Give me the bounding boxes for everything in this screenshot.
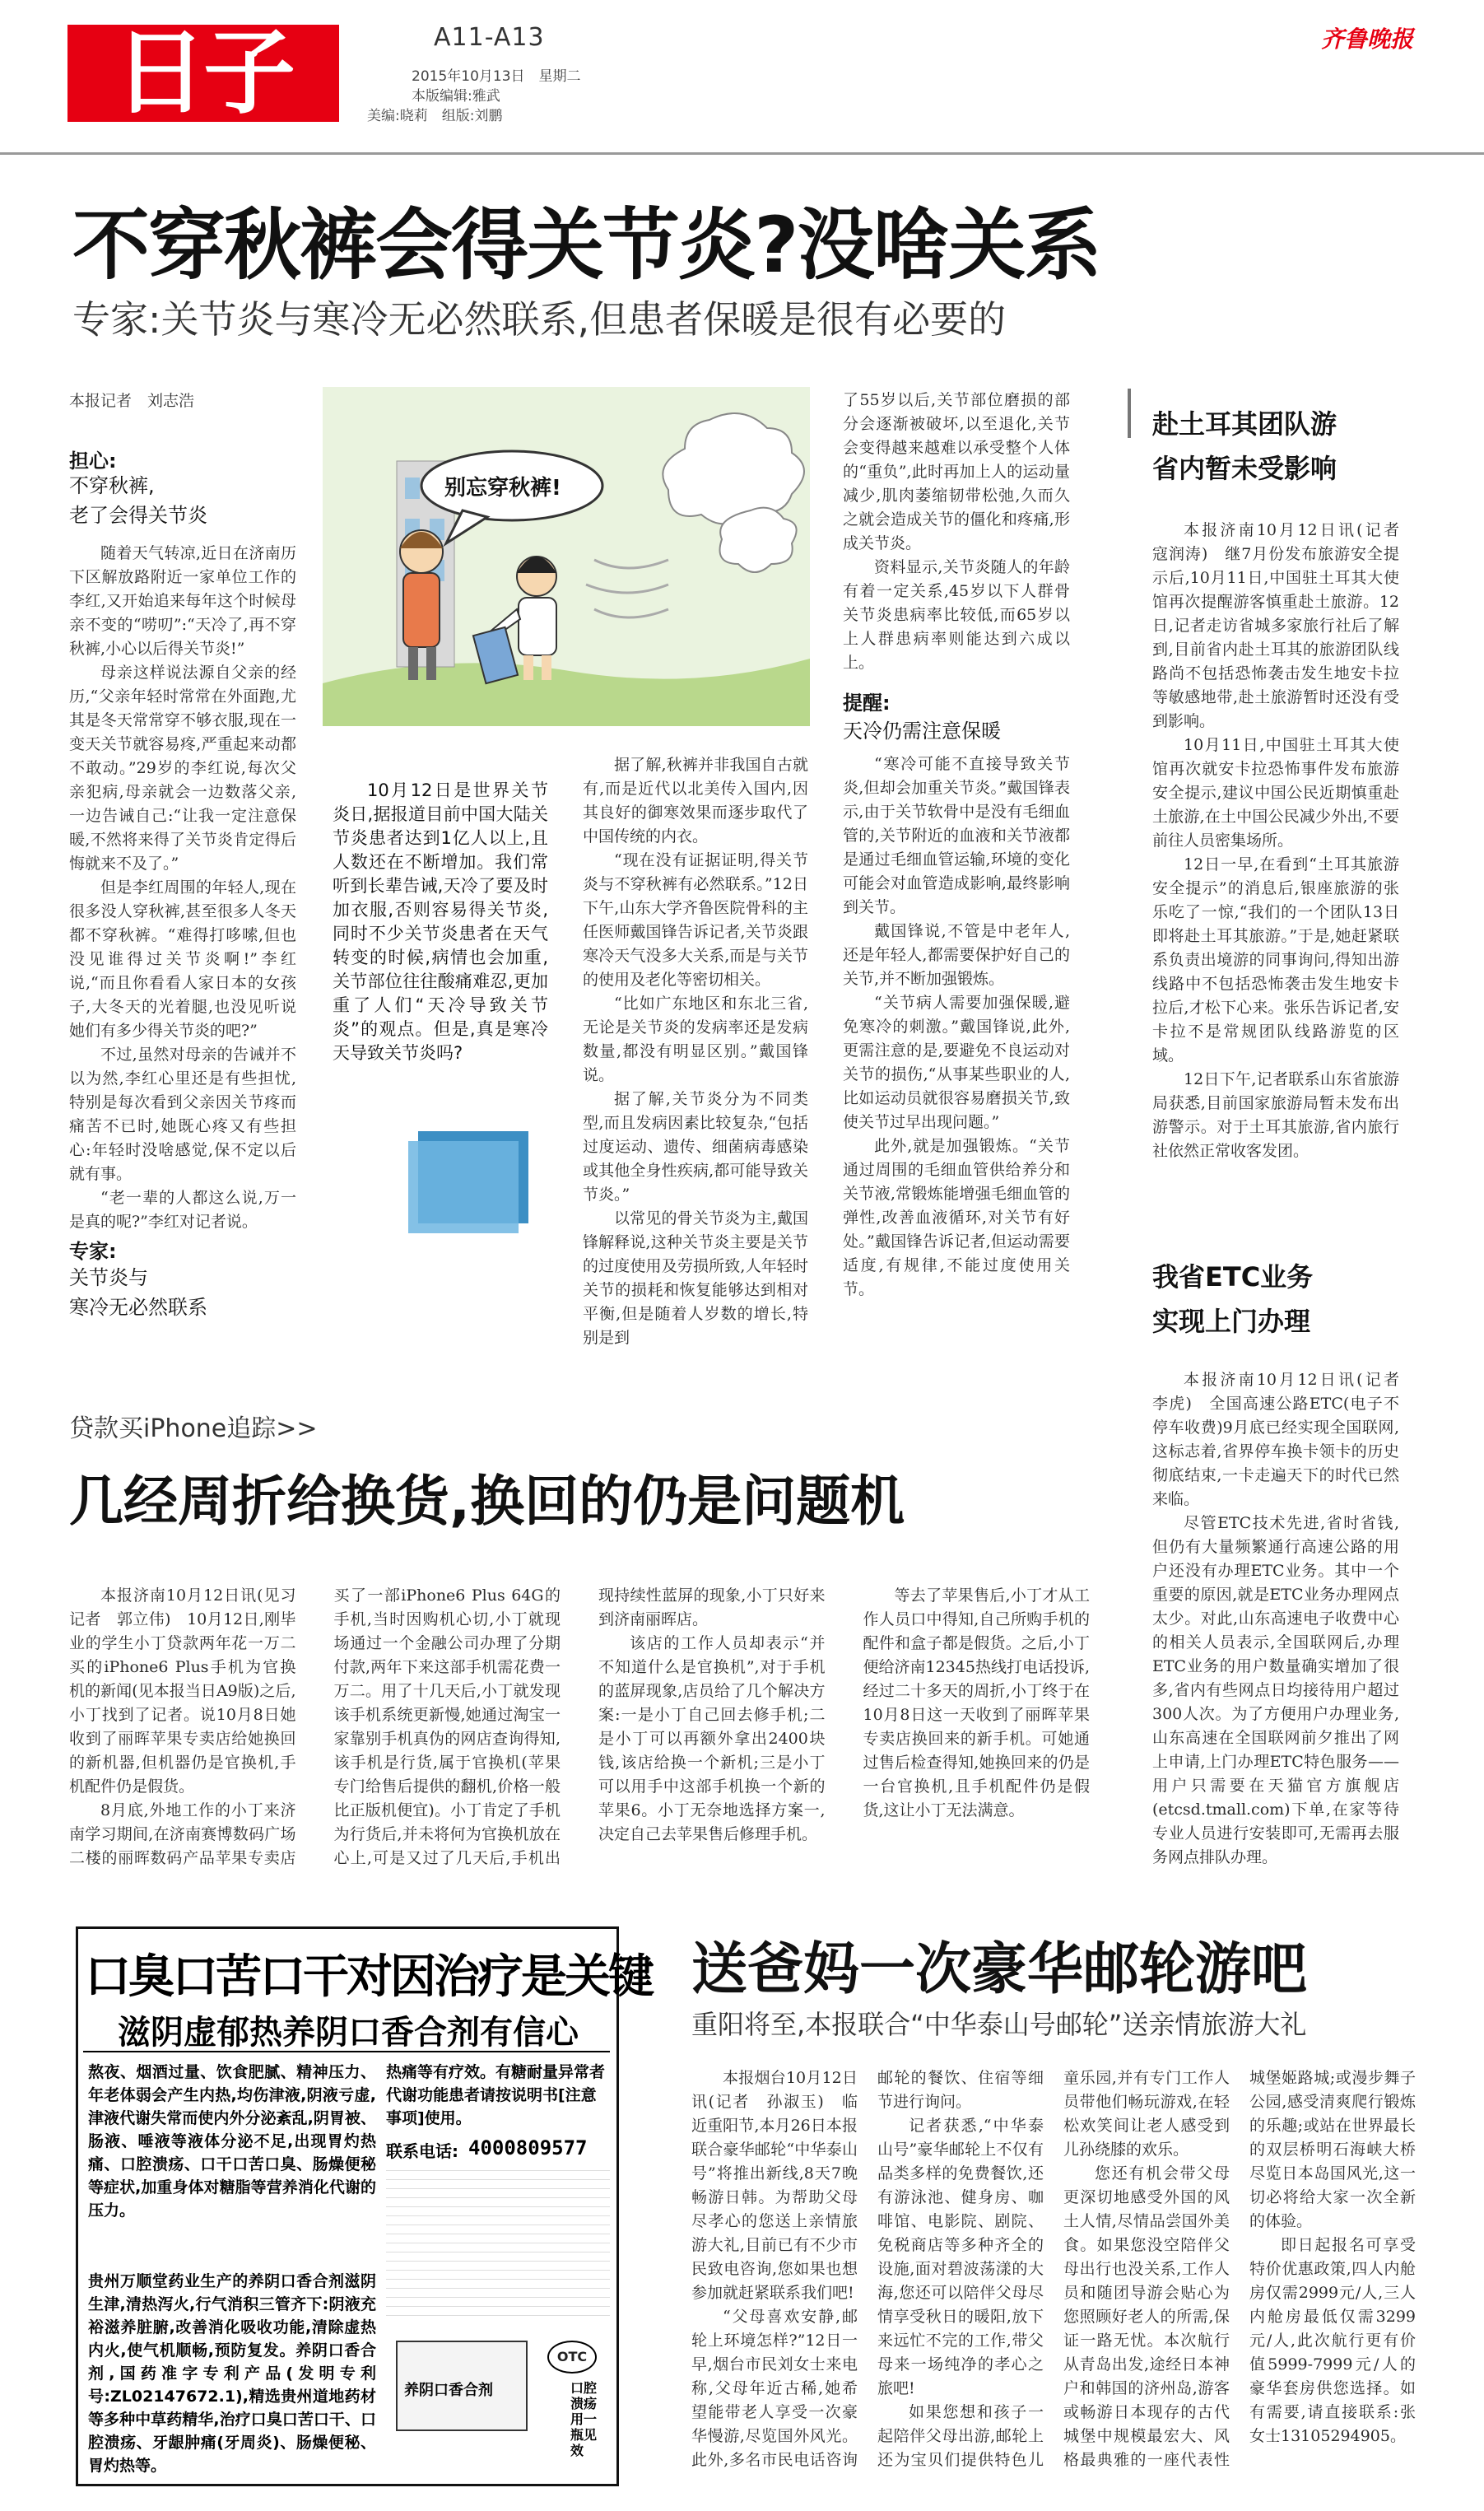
- ad-product-label: 养阴口香合剂: [404, 2382, 493, 2399]
- ad-title: 口臭口苦口干对因治疗是关键: [85, 1950, 652, 2004]
- paragraph: 资料显示,关节炎随人的年龄有着一定关系,45岁以下人群骨关节炎患病率比较低,而65岁以上人群患病率则能达到六成以上。: [843, 558, 1070, 672]
- page-range: A11-A13: [434, 23, 545, 52]
- brief-marker: [1128, 389, 1131, 438]
- side1-label: 担心:: [69, 450, 117, 473]
- story1-subhead: 专家:关节炎与寒冷无必然联系,但患者保暖是很有必要的: [72, 297, 1007, 342]
- side3-label: 提醒:: [843, 692, 891, 715]
- paragraph: 此外,就是加强锻炼。“关节通过周围的毛细血管供给养分和关节液,常锻炼能增强毛细血管的弹性,改善血液循环,对关节有好处。”戴国锋告诉记者,但运动需要适度,有规律,不能过度使用关节。: [843, 1137, 1070, 1298]
- paragraph: 母亲这样说法源自父亲的经历,“父亲年轻时常常在外面跑,尤其是冬天常常穿不够衣服,现在一变天关节就容易疼,严重起来动都不敢动。”29岁的李红说,每次父亲犯病,母亲就会一边数落父亲,一边告诫自己:“让我一定注意保暖,不然将来得了关节炎肯定得后悔就来不及了。”: [69, 664, 296, 873]
- otc-badge: OTC: [547, 2341, 597, 2374]
- page-editor: 本版编辑:雅武: [412, 88, 500, 105]
- story1-col4b: [843, 752, 1070, 1414]
- ad-fine-print: [386, 2168, 610, 2324]
- paragraph: 本报济南10月12日讯(记者 李虎) 全国高速公路ETC(电子不停车收费)9月底已经实现全国联网,这标志着,省界停车换卡领卡的历史彻底结束,一卡走遍天下的时代已然来临。: [1152, 1371, 1416, 1508]
- paragraph: 记者获悉,“中华泰山号”豪华邮轮上不仅有品类多样的免费餐饮,还有游泳池、健身房、咖啡馆、电影院、剧院、免税商店等多种齐全的设施,面对碧波荡漾的大海,您还可以陪伴父母尽情享受秋日的暖阳,放下来远忙不完的工作,带父母来一场纯净的孝心之旅吧!: [877, 2117, 1044, 2397]
- story3-subhead: 重阳将至,本报联合“中华泰山号邮轮”送亲情旅游大礼: [691, 2009, 1307, 2040]
- paragraph: “寒冷可能不直接导致关节炎,但却会加重关节炎。”戴国锋表示,由于关节软骨中是没有毛细血管的,关节附近的血液和关节液都是通过毛细血管运输,环境的变化可能会对血管造成影响,最终影响到关节。: [843, 755, 1070, 916]
- section-logo: 日子: [67, 25, 339, 122]
- story1-col4: [843, 389, 1070, 677]
- paragraph: 据了解,秋裤并非我国自古就有,而是近代以北美传入国内,因其良好的御寒效果而逐步取代了中国传统的内衣。: [583, 756, 808, 846]
- story1-col1: [69, 542, 296, 1231]
- story3-body: [691, 2066, 1416, 2495]
- paragraph: 即日起报名可享受特价优惠政策,四人内舱房仅需2999元/人,三人内舱房最低仅需3299元/人,此次航行更有价值5999-7999元/人的豪华套房供您选择。如有需要,请直接联系:张女士13105294905。: [1249, 2236, 1416, 2445]
- brief2-title: 我省ETC业务 实现上门办理: [1152, 1261, 1314, 1337]
- paper-name: 齐鲁晚报: [1321, 26, 1414, 53]
- paragraph: “比如广东地区和东北三省,无论是关节炎的发病率还是发病数量,都没有明显区别。”戴国锋说。: [583, 995, 808, 1084]
- side2-title: 关节炎与 寒冷无必然联系: [69, 1266, 207, 1319]
- ad-body-left: 熬夜、烟酒过量、饮食肥腻、精神压力、年老体弱会产生内热,均伤津液,阴液亏虚,津液代谢失常而使内外分泌紊乱,阴胃被、肠液、唾液等液体分泌不足,出现胃灼热痛、口腔溃疡、口干口苦口臭、肠燥便秘等症状,加重身体对糖脂等营养消化代谢的压力。: [88, 2063, 376, 2220]
- ad-hotline: 4000809577: [468, 2136, 588, 2159]
- paragraph: 本报济南10月12日讯(记者 寇润涛) 继7月份发布旅游安全提示后,10月11日,中国驻土耳其大使馆再次提醒游客慎重赴土旅游。12日,记者走访省城多家旅行社后了解到,目前省内赴土耳其的旅游团队线路尚不包括恐怖袭击发生地安卡拉等敏感地带,赴土旅游暂时还没有受到影响。: [1152, 521, 1416, 730]
- story1-byline: 本报记者 刘志浩: [69, 392, 195, 410]
- paragraph: 戴国锋说,不管是中老年人,还是年轻人,都需要保护好自己的关节,并不断加强锻炼。: [843, 922, 1070, 988]
- masthead-rule: [0, 152, 1484, 155]
- page-designer: 美编:晓莉 组版:刘鹏: [367, 108, 503, 124]
- paragraph: “父母喜欢安静,邮轮上环境怎样?”12日一早,烟台市民刘女士来电称,父母年近古稀,她希望能带老人享受一次豪华慢游,尽览国外风光。此外,多名市民电话咨询邮轮的餐饮、住宿等细节进行询问。: [691, 2069, 1044, 2469]
- paragraph: 如果您想和孩子一起陪伴父母出游,邮轮上还为宝贝们提供特色儿童乐园,并有专门工作人员带他们畅玩游戏,在轻松欢笑间让老人感受到儿孙绕膝的欢乐。: [877, 2069, 1230, 2469]
- cartoon-speech-bubble: 别忘穿秋裤!: [444, 476, 561, 501]
- paragraph: 不过,虽然对母亲的告诫并不以为然,李红心里还是有些担忧,特别是每次看到父亲因关节疼而痛苦不已时,她既心疼又有些担心:年轻时没啥感觉,保不定以后就有事。: [69, 1046, 296, 1183]
- paragraph: 12日下午,记者联系山东省旅游局获悉,目前国家旅游局暂未发布出游警示。对于土耳其旅游,省内旅行社依然正常收客发团。: [1152, 1070, 1399, 1160]
- paragraph: 本报济南10月12日讯(见习记者 郭立伟) 10月12日,刚毕业的学生小丁贷款两年花一万二买的iPhone6 Plus手机为官换机的新闻(见本报当日A9版)之后,小丁找到了记者。说10月8日她收到了丽晖苹果专卖店给她换回的新机器,但机器仍是官换机,手机配件仍是假货。: [69, 1586, 296, 1796]
- paragraph: 10月11日,中国驻土耳其大使馆再次就安卡拉恐怖事件发布旅游安全提示,建议中国公民近期慎重赴土旅游,在土中国公民减少外出,不要前往人员密集场所。: [1152, 736, 1399, 850]
- paragraph: 随着天气转凉,近日在济南历下区解放路附近一家单位工作的李红,又开始追来每年这个时候母亲不变的“唠叨”:“天冷了,再不穿秋裤,小心以后得关节炎!”: [69, 544, 296, 658]
- ad-tagline: 口腔溃疡用一瓶见效: [570, 2380, 598, 2458]
- advertisement: [76, 1926, 652, 2486]
- paragraph: 本报烟台10月12日讯(记者 孙淑玉) 临近重阳节,本月26日本报联合豪华邮轮“中华泰山号”将推出新线,8天7晚畅游日韩。为帮助父母尽孝心的您送上亲情旅游大礼,目前已有不少市民致电咨询,您如果也想参加就赶紧联系我们吧!: [691, 2069, 858, 2302]
- ad-body-left2: 贵州万顺堂药业生产的养阴口香合剂滋阴生津,清热泻火,行气消积三管齐下:阴液充裕滋养脏腑,改善消化吸收功能,清除虚热内火,使气机顺畅,预防复发。养阴口香合剂,国药准字专利产品(发明专利号:ZL02147672.1),精选贵州道地药材等多种中草药精华,治疗口臭口苦口干、口腔溃疡、牙龈肿痛(牙周炎)、肠燥便秘、胃灼热等。: [88, 2272, 376, 2475]
- paragraph: 但是李红周围的年轻人,现在很多没人穿秋裤,甚至很多人冬天都不穿秋裤。“难得打哆嗦,但也没见谁得过关节炎啊!”李红说,“而且你看看人家日本的女孩子,大冬天的光着腿,也没见听说她们有多少得关节炎的吧?”: [69, 878, 296, 1040]
- story3-headline: 送爸妈一次豪华邮轮游吧: [691, 1937, 1308, 2002]
- story1-headline: 不穿秋裤会得关节炎?没啥关系: [72, 201, 1100, 291]
- brief1-body: [1152, 519, 1416, 1202]
- story1-col3: [583, 753, 808, 1414]
- paragraph: 8月底,外地工作的小丁来济南学习期间,在济南赛博数码广场二楼的丽晖数码产品苹果专卖店买了一部iPhone6 Plus 64G的手机,当时因购机心切,小丁就现场通过一个金融公司办理了分期付款,两年下来这部手机需花费一万二。用了十几天后,小丁就发现该手机系统更新慢,她通过淘宝一家靠别手机真伪的网店查询得知,该手机是行货,属于官换机(苹果专门给售后提供的翻机,价格一般比正版机便宜)。小丁肯定了手机为行货后,并未将何为官换机放在心上,可是又过了几天后,手机出现持续性蓝屏的现象,小丁只好来到济南丽晖店。: [69, 1586, 826, 1867]
- paragraph: 您还有机会带父母更深切地感受外国的风土人情,尽情品尝国外美食。如果您没空陪伴父母出行也没关系,工作人员和随团导游会贴心为您照顾好老人的所需,保证一路无忧。本次航行从青岛出发,途经日本神户和韩国的济州岛,游客或畅游日本现存的古代城堡中规模最宏大、风格最典雅的一座代表性城堡姬路城;或漫步舞子公园,感受清爽爬行锻炼的乐趣;或站在世界最长的双层桥明石海峡大桥尽览日本岛国风光,这一切必将给大家一次全新的体验。: [1063, 2069, 1416, 2469]
- ad-hotline-label: 联系电话:: [386, 2141, 458, 2161]
- paragraph: “现在没有证据证明,得关节炎与不穿秋裤有必然联系。”12日下午,山东大学齐鲁医院骨科的主任医师戴国锋告诉记者,关节炎跟寒冷天气没多大关系,而是与关节的使用及老化等密切相关。: [583, 851, 808, 989]
- paragraph: 12日一早,在看到“土耳其旅游安全提示”的消息后,银座旅游的张乐吃了一惊,“我们的一个团队13日即将赴土耳其旅游。”于是,她赶紧联系负责出境游的同事询问,得知出游线路中不包括恐怖袭击发生地安卡拉后,才松下心来。张乐告诉记者,安卡拉不是常规团队线路游览的区域。: [1152, 855, 1399, 1064]
- paragraph: 以常见的骨关节炎为主,戴国锋解释说,这种关节炎主要是关节的过度使用及劳损所致,人年轻时关节的损耗和恢复能够达到相对平衡,但是随着人岁数的增长,特别是到: [583, 1209, 808, 1347]
- decorative-block: [408, 1141, 519, 1233]
- paragraph: “老一辈的人都这么说,万一是真的呢?”李红对记者说。: [69, 1189, 296, 1231]
- issue-date: 2015年10月13日 星期二: [412, 68, 581, 85]
- ad-divider: [83, 2051, 610, 2052]
- brief1-title: 赴土耳其团队游 省内暂未受影响: [1152, 408, 1337, 484]
- ad-subtitle: 滋阴虚郁热养阴口香合剂有信心: [118, 2014, 579, 2052]
- story1-callout: 10月12日是世界关节炎日,据报道目前中国大陆关节炎患者达到1亿人以上,且人数还在不断增加。我们常听到长辈告诫,天冷了要及时加衣服,否则容易得关节炎,同时不少关节炎患者在天气转变的时候,病情也会加重,关节部位往往酸痛难忍,更加重了人们“天冷导致关节炎”的观点。但是,真是寒冷天导致关节炎吗?: [333, 780, 548, 1063]
- paragraph: 尽管ETC技术先进,省时省钱,但仍有大量频繁通行高速公路的用户还没有办理ETC业务。其中一个重要的原因,就是ETC业务办理网点太少。对此,山东高速电子收费中心的相关人员表示,全国联网后,办理ETC业务的用户数量确实增加了很多,省内有些网点日均接待用户超过300人次。为了方便用户办理业务,山东高速在全国联网前夕推出了网上申请,上门办理ETC特色服务——用户只需要在天猫官方旗舰店(etcsd.tmall.com)下单,在家等待专业人员进行安装即可,无需再去服务网点排队办理。: [1152, 1514, 1399, 1866]
- paragraph: “关节病人需要加强保暖,避免寒冷的刺激。”戴国锋说,此外,更需注意的是,要避免不良运动对关节的损伤,“从事某些职业的人,比如运动员就很容易磨损关节,致使关节过早出现问题。”: [843, 994, 1070, 1131]
- paragraph: 该店的工作人员却表示“并不知道什么是官换机”,对于手机的蓝屏现象,店员给了几个解决方案:一是小丁自己回去修手机;二是小丁可以再额外拿出2400块钱,该店给换一个新机;三是小丁可以用手中这部手机换一个新的苹果6。小丁无奈地选择方案一,决定自己去苹果售后修理手机。: [598, 1634, 826, 1843]
- story2-headline: 几经周折给换货,换回的仍是问题机: [69, 1470, 905, 1533]
- paragraph: 等去了苹果售后,小丁才从工作人员口中得知,自己所购手机的配件和盒子都是假货。之后,小丁便给济南12345热线打电话投诉,经过二十多天的周折,小丁终于在10月8日这一天收到了丽晖苹果专卖店换回来的新手机。可她通过售后检查得知,她换回来的仍是一台官换机,且手机配件仍是假货,这让小丁无法满意。: [863, 1586, 1090, 1819]
- paragraph: 据了解,关节炎分为不同类型,而且发病因素比较复杂,“包括过度运动、遗传、细菌病毒感染或其他全身性疾病,都可能导致关节炎。”: [583, 1090, 808, 1204]
- side1-title: 不穿秋裤, 老了会得关节炎: [69, 474, 207, 527]
- story2-body: [69, 1584, 1090, 1887]
- side2-label: 专家:: [69, 1240, 117, 1263]
- side3-title: 天冷仍需注意保暖: [843, 720, 1001, 743]
- paragraph: 了55岁以后,关节部位磨损的部分会逐渐被破坏,以至退化,关节会变得越来越难以承受整个人体的“重负”,此时再加上人的运动量减少,肌肉萎缩韧带松弛,久而久之就会造成关节的僵化和疼痛,形成关节炎。: [843, 391, 1070, 552]
- story2-kicker: 贷款买iPhone追踪>>: [69, 1414, 318, 1443]
- cartoon-illustration: [323, 387, 810, 726]
- ad-body-right: 热痛等有疗效。有糖耐量异常者代谢功能患者请按说明书[注意事项]使用。: [386, 2063, 606, 2127]
